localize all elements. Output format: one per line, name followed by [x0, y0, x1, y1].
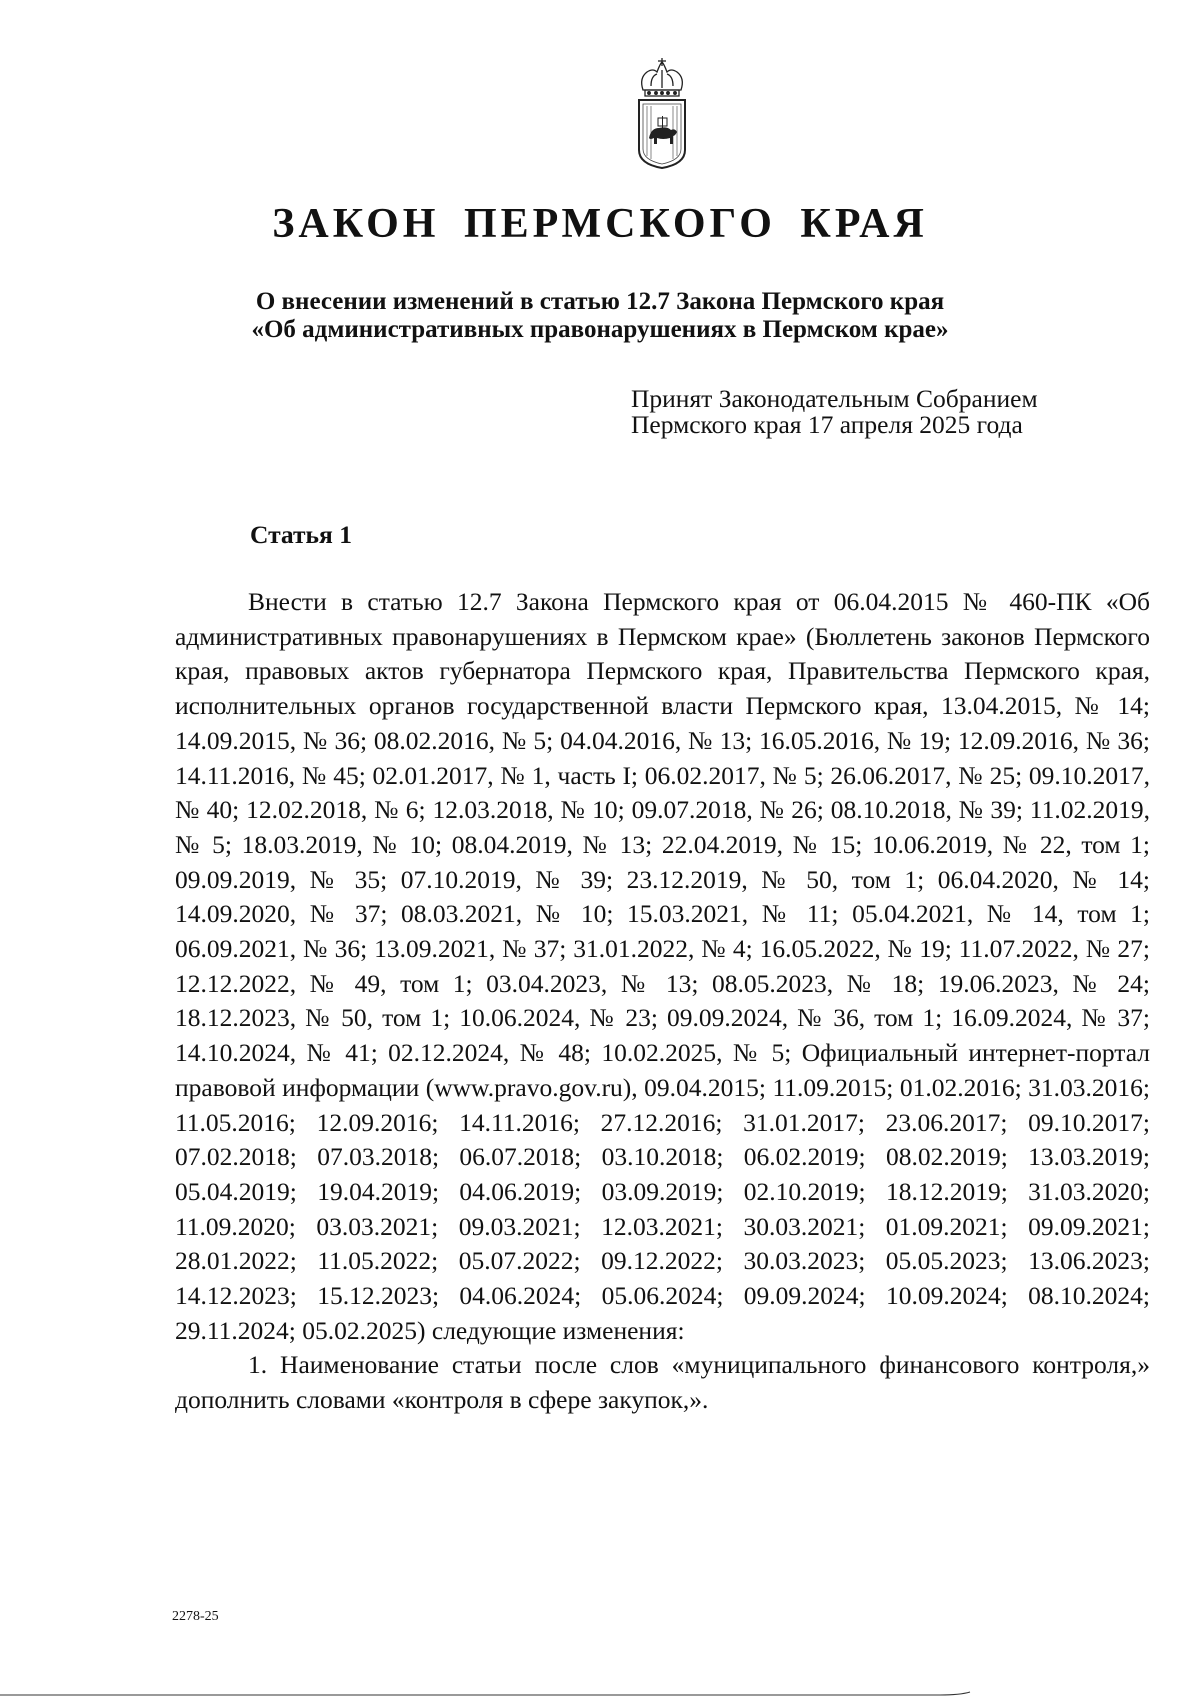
law-title: ЗАКОН ПЕРМСКОГО КРАЯ — [272, 201, 928, 247]
adoption-note — [631, 386, 1038, 438]
article-body — [175, 585, 1150, 1418]
intro-paragraph: Внести в статью 12.7 Закона Пермского края от 06.04.2015 № 460-ПК «Об административных правонарушениях в Пермском крае» (Бюллетень законов Пермского края, правовых актов губернатора Пермского края, Правительства Пермского края, исполнительных органов государственной власти Пермского края, 13.04.2015, № 14; 14.09.2015, № 36; 08.02.2016, № 5; 04.04.2016, № 13; 16.05.2016, № 19; 12.09.2016, № 36; 14.11.2016, № 45; 02.01.2017, № 1, часть I; 06.02.2017, № 5; 26.06.2017, № 25; 09.10.2017, № 40; 12.02.2018, № 6; 12.03.2018, № 10; 09.07.2018, № 26; 08.10.2018, № 39; 11.02.2019, № 5; 18.03.2019, № 10; 08.04.2019, № 13; 22.04.2019, № 15; 10.06.2019, № 22, том 1; 09.09.2019, № 35; 07.10.2019, № 39; 23.12.2019, № 50, том 1; 06.04.2020, № 14; 14.09.2020, № 37; 08.03.2021, № 10; 15.03.2021, № 11; 05.04.2021, № 14, том 1; 06.09.2021, № 36; 13.09.2021, № 37; 31.01.2022, № 4; 16.05.2022, № 19; 11.07.2022, № 27; 12.12.2022, № 49, том 1; 03.04.2023, № 13; 08.05.2023, № 18; 19.06.2023, № 24; 18.12.2023, № 50, том 1; 10.06.2024, № 23; 09.09.2024, № 36, том 1; 16.09.2024, № 37; 14.10.2024, № 41; 02.12.2024, № 48; 10.02.2025, № 5; Официальный интернет-портал правовой информации (www.pravo.gov.ru), 09.04.2015; 11.09.2015; 01.02.2016; 31.03.2016; 11.05.2016; 12.09.2016; 14.11.2016; 27.12.2016; 31.01.2017; 23.06.2017; 09.10.2017; 07.02.2018; 07.03.2018; 06.07.2018; 03.10.2018; 06.02.2019; 08.02.2019; 13.03.2019; 05.04.2019; 19.04.2019; 04.06.2019; 03.09.2019; 02.10.2019; 18.12.2019; 31.03.2020; 11.09.2020; 03.03.2021; 09.03.2021; 12.03.2021; 30.03.2021; 01.09.2021; 09.09.2021; 28.01.2022; 11.05.2022; 05.07.2022; 09.12.2022; 30.03.2023; 05.05.2023; 13.06.2023; 14.12.2023; 15.12.2023; 04.06.2024; 05.06.2024; 09.09.2024; 10.09.2024; 08.10.2024; 29.11.2024; 05.02.2025) следующие изменения: — [175, 587, 1150, 1345]
law-subtitle-line-1: О внесении изменений в статью 12.7 Закона Пермского края — [255, 288, 945, 315]
adoption-note-line-1: Принят Законодательным Собранием — [631, 384, 1038, 413]
law-subtitle — [0, 288, 1200, 344]
adoption-note-line-2: Пермского края 17 апреля 2025 года — [631, 410, 1023, 439]
document-code: 2278-25 — [172, 1609, 219, 1624]
page-fold-line — [0, 1690, 1200, 1699]
article-heading: Статья 1 — [250, 520, 352, 549]
amendment-item-1: 1. Наименование статьи после слов «муниципального финансового контроля,» дополнить словами «контроля в сфере закупок,». — [175, 1350, 1150, 1415]
law-subtitle-line-2: «Об административных правонарушениях в Пермском крае» — [251, 316, 949, 343]
perm-krai-coat-of-arms-icon — [633, 56, 691, 170]
